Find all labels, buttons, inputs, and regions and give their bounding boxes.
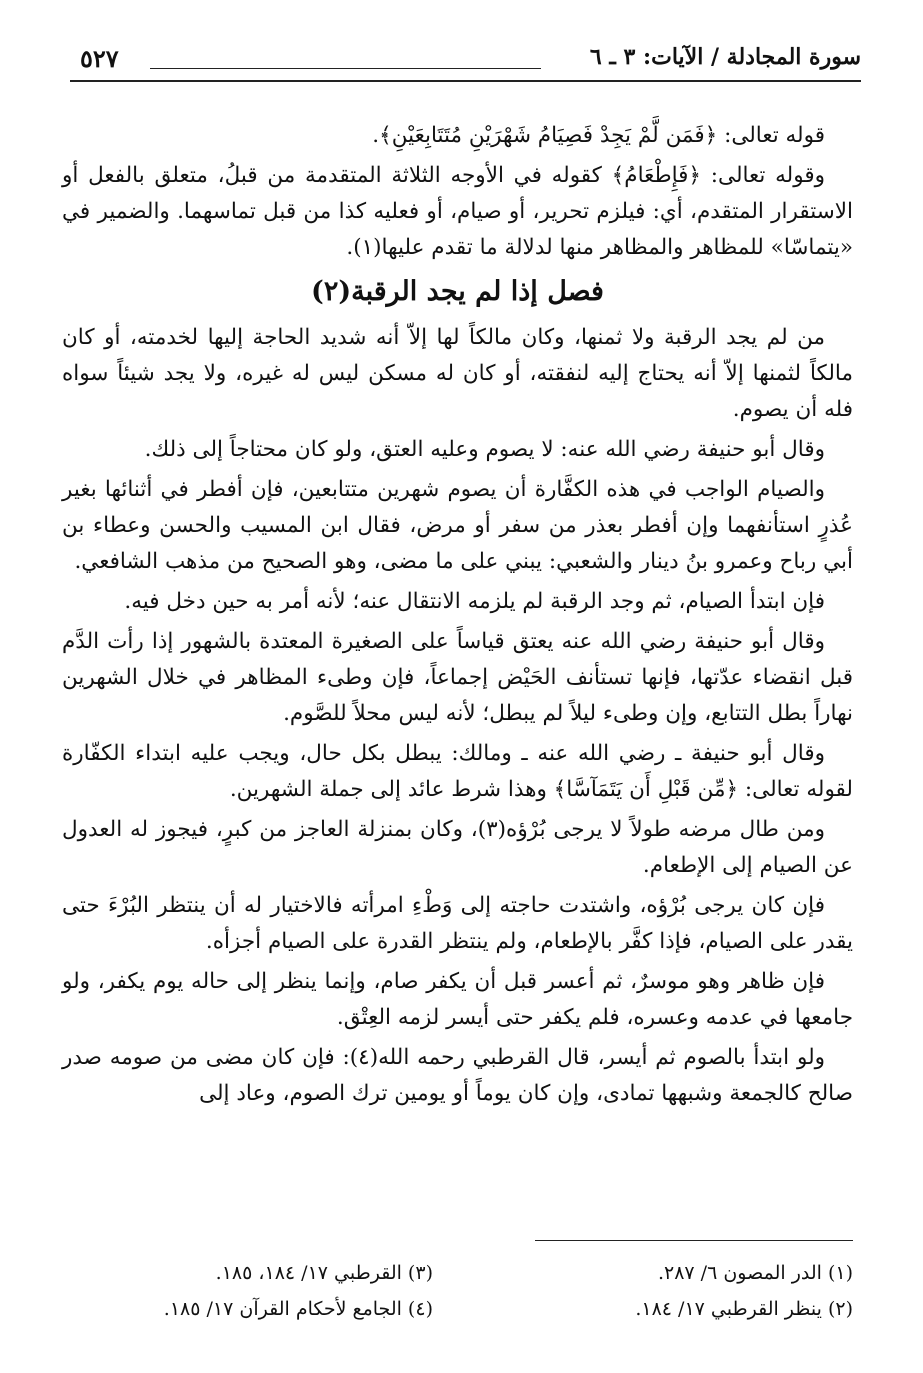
paragraph: قوله تعالى: ﴿فَمَن لَّمْ يَجِدْ فَصِيَامُ شَهْرَيْنِ مُتَتَابِعَيْنِ﴾.	[372, 123, 825, 148]
paragraph: والصيام الواجب في هذه الكفَّارة أن يصوم شهرين متتابعين، فإن أفطر في أثنائها بغير عُذرٍ استأنفهما وإن أفطر بعذر من سفر أو مرض، فقال ابن المسيب والحسن وعطاء بن أبي رباح وعمرو بنُ دينار والشعبي: يبني على ما مضى، وهو الصحيح من مذهب الشافعي.	[62, 477, 853, 574]
footnote-2: (٢) ينظر القرطبي ١٧/ ١٨٤.	[635, 1298, 853, 1320]
paragraph: وقال أبو حنيفة ـ رضي الله عنه ـ ومالك: يبطل بكل حال، ويجب عليه ابتداء الكفّارة لقوله تعالى: ﴿مِّن قَبْلِ أَن يَتَمَآسَّا﴾ وهذا شرط عائد إلى جملة الشهرين.	[62, 741, 853, 802]
paragraph: ولو ابتدأ بالصوم ثم أيسر، قال القرطبي رحمه الله(٤): فإن كان مضى من صومه صدر صالح كالجمعة وشبهها تمادى، وإن كان يوماً أو يومين ترك الصوم، وعاد إلى	[62, 1045, 853, 1106]
page-number: ٥٢٧	[80, 44, 119, 73]
footnote-4: (٤) الجامع لأحكام القرآن ١٧/ ١٨٥.	[163, 1298, 433, 1320]
paragraph: فإن كان يرجى بُرْؤه، واشتدت حاجته إلى وَطْءِ امرأته فالاختيار له أن ينتظر البُرْءَ حتى يقدر على الصيام، فإذا كفَّر بالإطعام، ولم ينتظر القدرة على الصيام أجزأه.	[62, 893, 853, 954]
paragraph: من لم يجد الرقبة ولا ثمنها، وكان مالكاً لها إلاّ أنه شديد الحاجة إليها لخدمته، أو كان مالكاً لثمنها إلاّ أنه يحتاج إليه لنفقته، أو كان له مسكن ليس له غيره، ولا يجد شيئاً سواه فله أن يصوم.	[62, 325, 853, 422]
paragraph: ومن طال مرضه طولاً لا يرجى بُرْؤه(٣)، وكان بمنزلة العاجز من كبرٍ، فيجوز له العدول عن الصيام إلى الإطعام.	[62, 817, 853, 878]
footnotes-right-column	[523, 1255, 853, 1327]
footnote-1: (١) الدر المصون ٦/ ٢٨٧.	[657, 1262, 853, 1284]
paragraph: وقال أبو حنيفة رضي الله عنه يعتق قياساً على الصغيرة المعتدة بالشهور إذا رأت الدَّم قبل انقضاء عدّتها، فإنها تستأنف الحَيْض إجماعاً، فإن وطىء المظاهر في خلال الشهرين نهاراً بطل التتابع، وإن وطىء ليلاً لم يبطل؛ لأنه ليس محلاً للصَّوم.	[62, 629, 853, 726]
paragraph: فإن ابتدأ الصيام، ثم وجد الرقبة لم يلزمه الانتقال عنه؛ لأنه أمر به حين دخل فيه.	[124, 589, 825, 614]
paragraph: فإن ظاهر وهو موسرٌ، ثم أعسر قبل أن يكفر صام، وإنما ينظر إلى حاله يوم يكفر، ولو جامعها في عدمه وعسره، فلم يكفر حتى أيسر لزمه العِتْق.	[62, 969, 853, 1030]
running-head: سورة المجادلة / الآيات: ٣ ـ ٦	[589, 44, 861, 70]
header-rule	[150, 68, 541, 69]
paragraph: وقوله تعالى: ﴿فَإِطْعَامُ﴾ كقوله في الأوجه الثلاثة المتقدمة من قبلُ، متعلق بالفعل أو الاستقرار المتقدم، أي: فيلزم تحرير، أو صيام، أو فعليه كذا من قبل تماسهما. والضمير في «يتماسّا» للمظاهر والمظاهر منها لدلالة ما تقدم عليها(١).	[62, 163, 853, 260]
footnote-rule	[535, 1240, 853, 1241]
footnotes-left-column	[103, 1255, 433, 1327]
section-title: فصل إذا لم يجد الرقبة(٢)	[311, 276, 604, 307]
main-text	[62, 118, 853, 1116]
page-header	[70, 40, 861, 82]
paragraph: وقال أبو حنيفة رضي الله عنه: لا يصوم وعليه العتق، ولو كان محتاجاً إلى ذلك.	[144, 437, 825, 462]
footnote-3: (٣) القرطبي ١٧/ ١٨٤، ١٨٥.	[215, 1262, 433, 1284]
